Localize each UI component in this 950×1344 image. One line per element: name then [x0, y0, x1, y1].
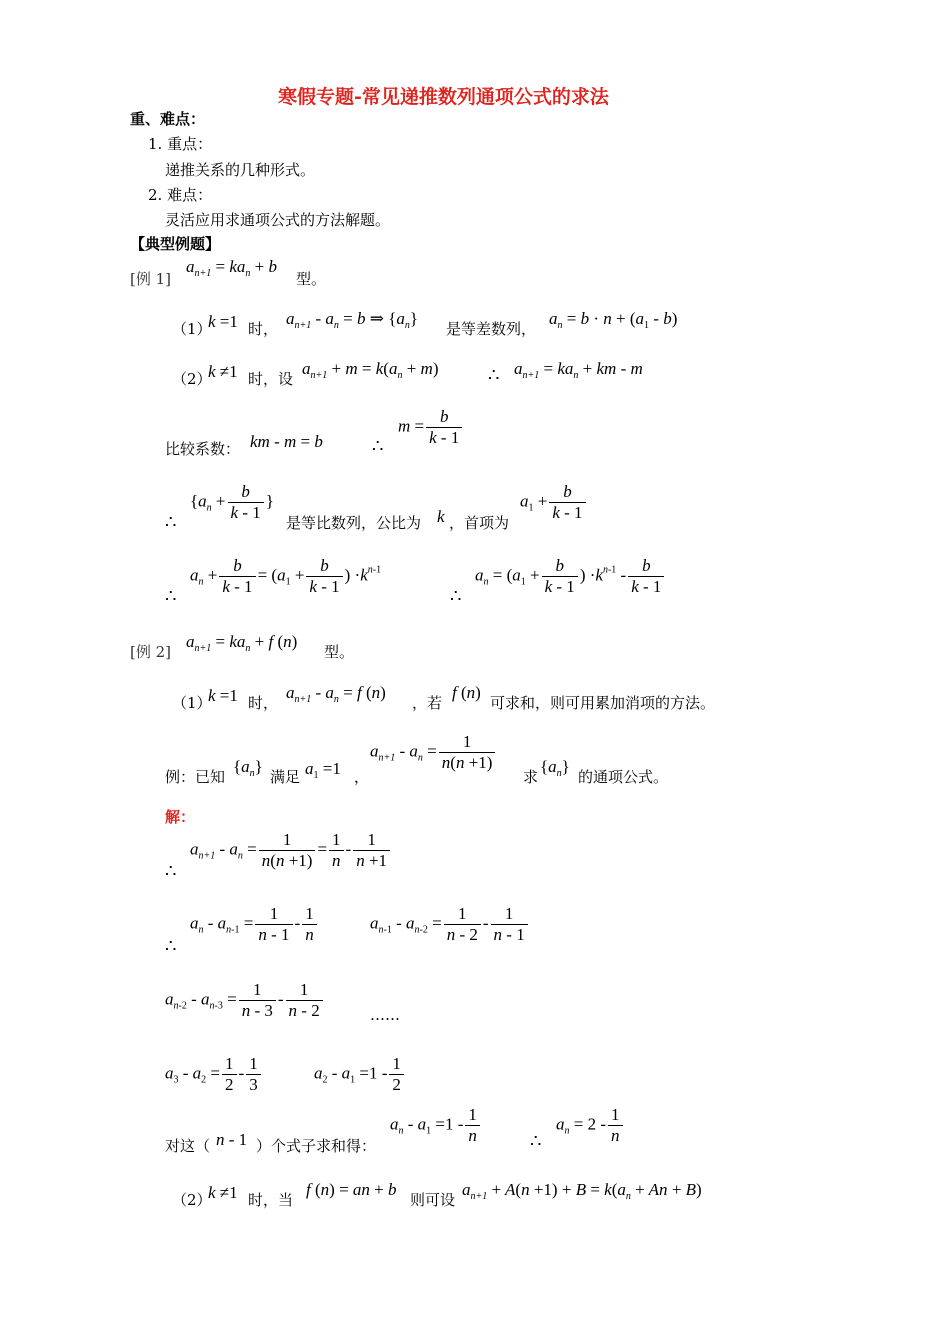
sum-prefix: 对这（ — [165, 1137, 211, 1155]
sequence-an-2: $\{a_n\}$ — [540, 757, 570, 779]
ex2-case1-k: k =1 — [208, 686, 238, 705]
first-term-text: ，首项为 — [449, 514, 510, 532]
example2-formula: $a_{n+1} = ka_n + f$ (n) — [186, 632, 298, 654]
ex1-case1-formula: $a_{n+1} - a_n = b$ ⇒ $\{a_n\}$ — [286, 309, 419, 331]
example1-label: [例 1] — [130, 270, 172, 288]
therefore-7: ∴ — [165, 936, 177, 957]
example1-formula: $a_{n+1} = ka_n + b$ — [186, 257, 277, 279]
sum-suffix: ）个式子求和得： — [256, 1137, 377, 1155]
geo-text: 是等比数列，公比为 — [286, 514, 422, 532]
ex1-case1-label: （1） — [172, 320, 212, 338]
geo-sequence: {$a_n$ + $\frac{b}{k - 1}$ } — [190, 482, 274, 522]
ex2-case1-when: 时， — [248, 694, 279, 712]
solution-result: $a_n = 2$ - $\frac{1}{n}$ — [556, 1105, 625, 1146]
ex1-case2-k: k ≠1 — [208, 362, 238, 381]
therefore-1: ∴ — [488, 365, 500, 386]
general-term-text: 的通项公式。 — [578, 768, 669, 786]
therefore-6: ∴ — [165, 861, 177, 882]
sequence-an-1: $\{a_n\}$ — [233, 757, 263, 779]
solution-step4b: $a_2 - a_1 =1$ - $\frac{1}{2}$ — [314, 1054, 406, 1095]
ex2-case1-formula: $a_{n+1} - a_n = f$ (n) — [286, 683, 386, 705]
m-value: m = $\frac{b}{k - 1}$ — [398, 407, 464, 448]
ex1-case2-assume: $a_{n+1} + m = k(a_n + m)$ — [302, 359, 439, 381]
ex2-case2-label: （2） — [172, 1191, 212, 1209]
ex2-case2-k: k ≠1 — [208, 1183, 238, 1202]
initial-value: $a_1 =1$ — [305, 759, 341, 781]
solution-sum: $a_n - a_1 =1$ - $\frac{1}{n}$ — [390, 1105, 482, 1146]
ex2-case2-assume: $a_{n+1} + A(n +1) + B = k(a_n + An + B)$ — [462, 1180, 702, 1202]
sum-count: n - 1 — [216, 1130, 248, 1149]
ex1-case1-when: 时， — [248, 320, 279, 338]
ex2-case2-fn: f (n) = an + b — [306, 1180, 397, 1199]
key-point-text: 递推关系的几种形式。 — [165, 161, 316, 179]
examples-heading: 【典型例题】 — [130, 235, 221, 253]
solution-step2a: $a_n - a_{n-1}$ = $\frac{1}{n - 1}$ - $\frac{1}{n}$ — [190, 904, 319, 945]
ex1-result: $a_n = (a_1$ + $\frac{b}{k - 1}$ ) $\cdot k^{n-1}$ - $\frac{b}{k - 1}$ — [475, 556, 666, 597]
therefore-3: ∴ — [165, 512, 177, 533]
ex1-case1-result: $a_n = b \cdot n + (a_1 - b)$ — [549, 309, 678, 331]
page-title: 寒假专题-常见递推数列通项公式的求法 — [278, 86, 609, 108]
ex2-fn: f (n) — [452, 683, 481, 702]
solution-step2b: $a_{n-1} - a_{n-2}$ = $\frac{1}{n - 2}$ - $\frac{1}{n - 1}$ — [370, 904, 530, 945]
geo-general-term: $a_n$ + $\frac{b}{k - 1}$ = ($a_1$ + $\frac{b}{k - 1}$ ) $\cdot k^{n-1}$ — [190, 556, 382, 596]
difficult-point-label: 2. 难点： — [148, 186, 213, 204]
key-point-label: 1. 重点： — [148, 135, 213, 153]
solution-step3: $a_{n-2} - a_{n-3}$ = $\frac{1}{n - 3}$ - $\frac{1}{n - 2}$ — [165, 980, 325, 1021]
ellipsis: …… — [370, 1006, 400, 1024]
ex2-case2-when: 时，当 — [248, 1191, 294, 1209]
ex2-case1-label: （1） — [172, 694, 212, 712]
ex1-case2-when: 时，设 — [248, 370, 294, 388]
find-text: 求 — [523, 768, 539, 786]
comma-text: ， — [354, 768, 370, 786]
ex1-case1-arith: 是等差数列， — [446, 320, 537, 338]
ex1-case1-k: k =1 — [208, 312, 238, 331]
ex2-case1-method: 可求和，则可用累加消项的方法。 — [490, 694, 716, 712]
solution-step4a: $a_3 - a_2$ = $\frac{1}{2}$ - $\frac{1}{3}$ — [165, 1054, 263, 1095]
ex2-case1-if: ，若 — [412, 694, 443, 712]
ex1-case2-label: （2） — [172, 370, 212, 388]
solution-label: 解： — [165, 808, 196, 826]
ratio-k: k — [437, 507, 445, 526]
therefore-8: ∴ — [530, 1131, 542, 1152]
example2-label: [例 2] — [130, 643, 172, 661]
compare-text: 比较系数： — [165, 440, 241, 458]
compare-formula: km - m = b — [250, 432, 323, 451]
therefore-4: ∴ — [165, 586, 177, 607]
example2-type: 型。 — [324, 643, 355, 661]
solution-step1: $a_{n+1} - a_n$ = $\frac{1}{n(n +1)}$ = $\frac{1}{n}$ - $\frac{1}{n +1}$ — [190, 830, 392, 871]
ex1-case2-expand: $a_{n+1} = ka_n$ + km - m — [514, 359, 643, 381]
example1-type: 型。 — [296, 270, 327, 288]
difficult-point-text: 灵活应用求通项公式的方法解题。 — [165, 211, 391, 229]
ex2-case2-then: 则可设 — [410, 1191, 456, 1209]
first-term-formula: $a_1$ + $\frac{b}{k - 1}$ — [520, 482, 588, 523]
therefore-5: ∴ — [450, 586, 462, 607]
sub-example-intro: 例：已知 — [165, 768, 226, 786]
satisfies-text: 满足 — [270, 768, 301, 786]
section-key-points: 重、难点： — [130, 110, 206, 128]
sub-example-recurrence: $a_{n+1} - a_n$ = $\frac{1}{n(n +1)}$ — [370, 732, 497, 773]
therefore-2: ∴ — [372, 436, 384, 457]
